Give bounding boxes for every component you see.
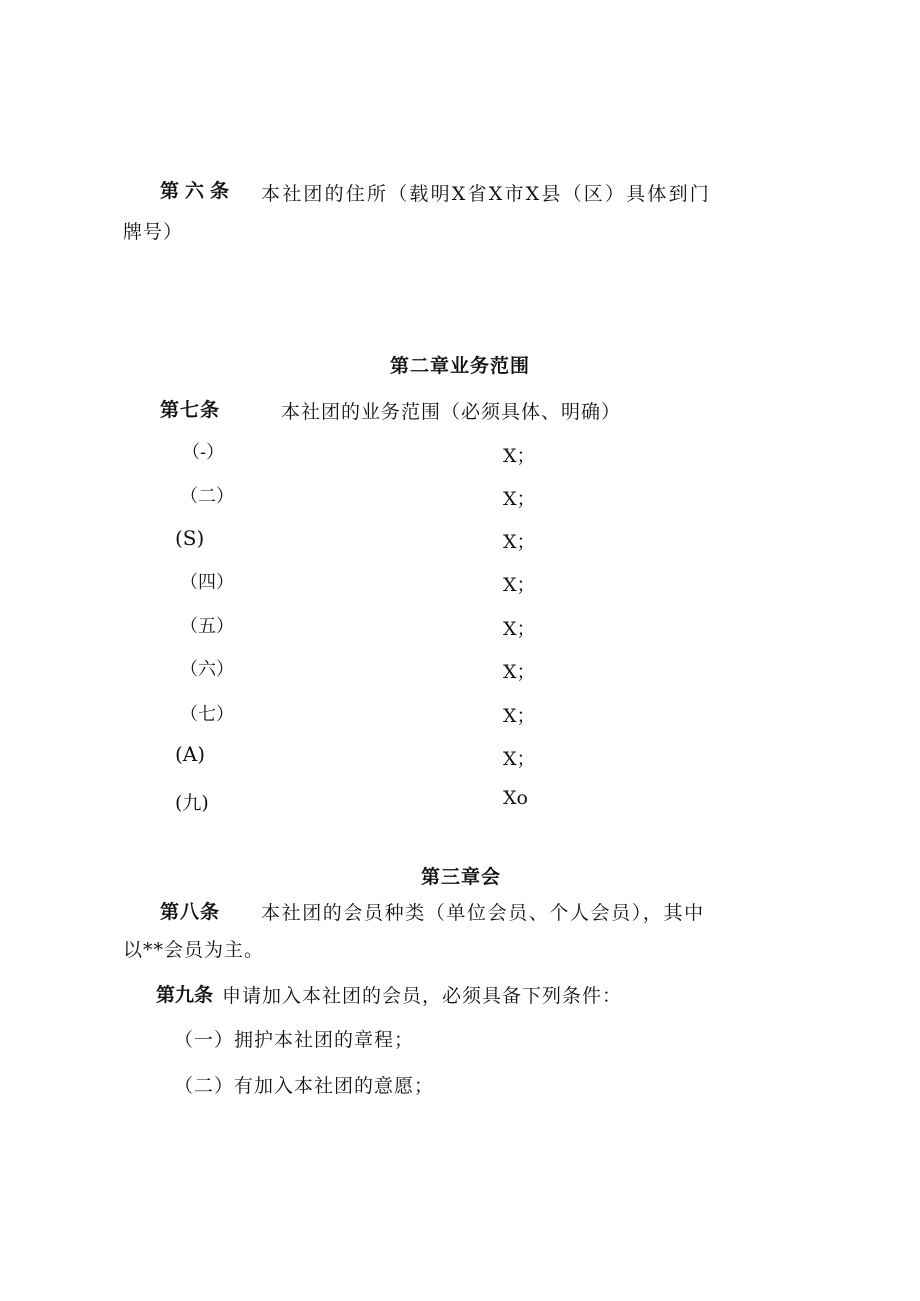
scope-item-7-value: X；	[503, 705, 536, 727]
condition-1: （一）拥护本社团的章程；	[174, 1029, 415, 1051]
scope-item-2-value: X；	[503, 488, 536, 510]
scope-item-9-value: Xo	[503, 787, 528, 809]
scope-item-4-value: X；	[503, 574, 536, 596]
scope-item-3-num: (S)	[175, 526, 205, 550]
scope-item-8-num: (A)	[175, 742, 206, 766]
chapter-2-title: 第二章业务范围	[390, 355, 531, 377]
article-9-label: 第九条	[156, 984, 214, 1006]
scope-item-4-num: （四）	[180, 572, 234, 593]
article-9-text: 申请加入本社团的会员，必须具备下列条件：	[222, 985, 623, 1007]
scope-item-3-value: X；	[503, 531, 536, 553]
scope-item-9-num: (九)	[175, 792, 209, 814]
scope-item-1-value: X；	[503, 445, 536, 467]
chapter-3-title: 第三章会	[421, 866, 502, 888]
scope-item-8-value: X；	[503, 748, 536, 770]
scope-item-5-value: X；	[503, 618, 536, 640]
scope-item-6-value: X；	[503, 661, 536, 683]
scope-item-1-num: （-）	[182, 442, 225, 463]
article-8-text-line2: 以**会员为主。	[123, 939, 265, 961]
scope-item-7-num: （七）	[180, 704, 234, 725]
article-8-text-line1: 本社团的会员种类（单位会员、个人会员），其中	[261, 902, 705, 924]
scope-item-5-num: （五）	[180, 616, 234, 637]
article-6-label: 第六条	[160, 180, 236, 202]
scope-item-2-num: （二）	[180, 486, 234, 507]
article-6-text-line1: 本社团的住所（载明X省X市X县（区）具体到门	[261, 183, 711, 205]
article-7-label: 第七条	[160, 399, 221, 421]
article-7-text: 本社团的业务范围（必须具体、明确）	[281, 401, 622, 423]
scope-item-6-num: （六）	[180, 659, 234, 680]
condition-2: （二）有加入本社团的意愿；	[174, 1075, 435, 1097]
article-8-label: 第八条	[160, 901, 221, 923]
article-6-text-line2: 牌号）	[123, 221, 184, 243]
